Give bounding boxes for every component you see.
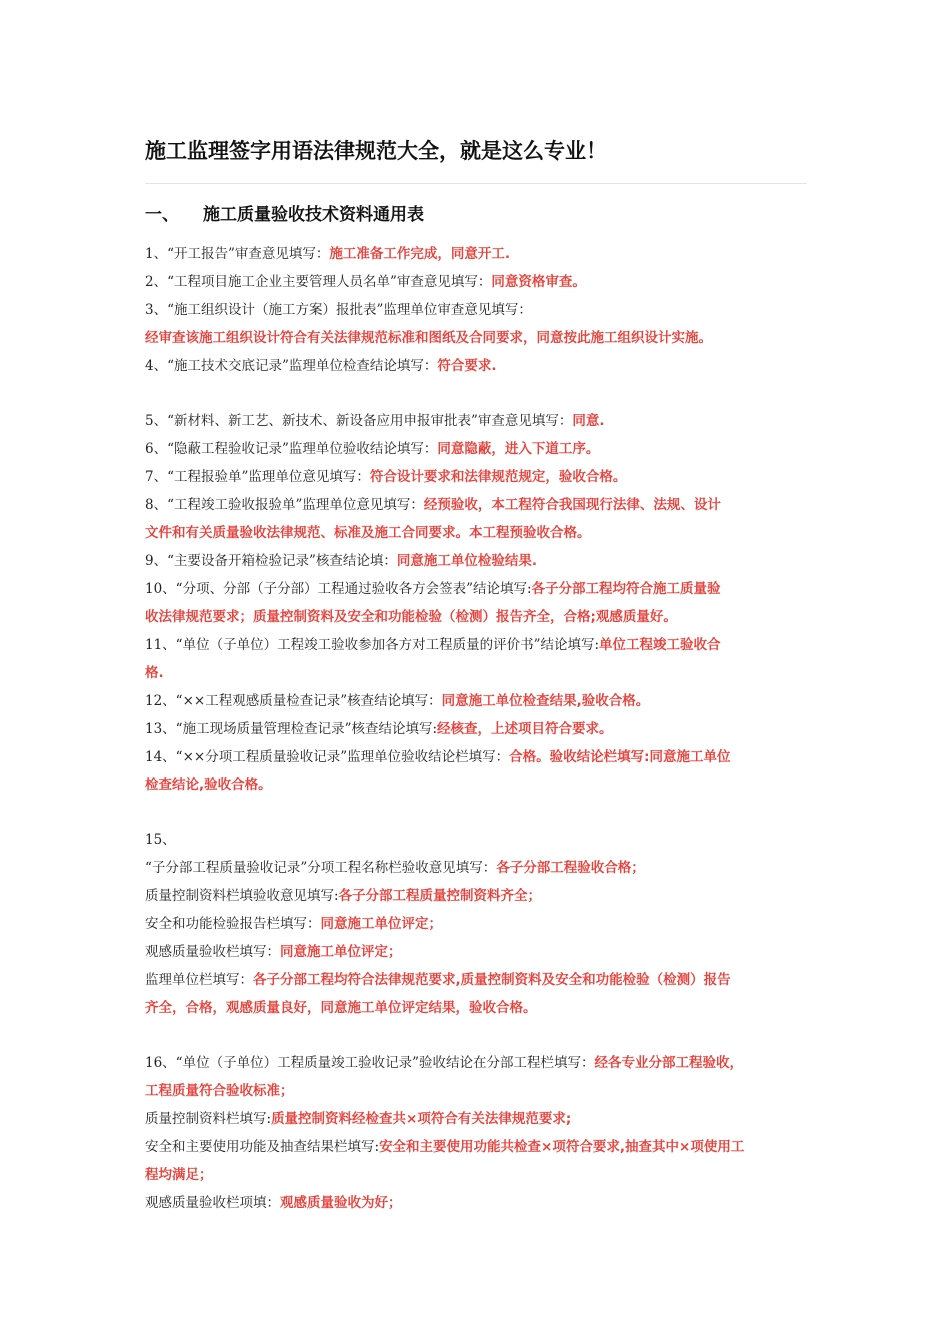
line-answer: 单位工程竣工验收合: [599, 637, 721, 653]
line-prompt: 6、“隐蔽工程验收记录”监理单位验收结论填写：: [145, 441, 438, 457]
text-line: [145, 1133, 810, 1161]
divider: [145, 183, 807, 184]
text-line: [145, 575, 810, 603]
line-prompt: 14、“××分项工程质量验收记录”监理单位验收结论栏填写：: [145, 749, 510, 765]
line-prompt: 9、“主要设备开箱检验记录”核查结论填：: [145, 553, 397, 569]
text-line: [145, 966, 810, 994]
line-answer: 检查结论,验收合格。: [145, 777, 272, 793]
blank-line: [145, 1022, 810, 1049]
page-title: 施工监理签字用语法律规范大全，就是这么专业！: [145, 139, 607, 163]
line-prompt: “子分部工程质量验收记录”分项工程名称栏验收意见填写：: [145, 860, 497, 876]
line-prompt: 13、“施工现场质量管理检查记录”核查结论填写:: [145, 721, 438, 737]
line-answer: 观感质量验收为好；: [280, 1195, 402, 1211]
text-line: [145, 519, 810, 547]
text-line: [145, 1049, 810, 1077]
line-prompt: 观感质量验收栏填写：: [145, 944, 280, 960]
text-line: [145, 882, 810, 910]
text-line: [145, 547, 810, 575]
line-prompt: 12、“××工程观感质量检查记录”核查结论填写：: [145, 693, 442, 709]
blank-line: [145, 799, 810, 826]
line-prompt: 安全和功能检验报告栏填写：: [145, 916, 321, 932]
text-line: [145, 352, 810, 380]
line-prompt: 11、“单位（子单位）工程竣工验收参加各方对工程质量的评价书”结论填写:: [145, 637, 600, 653]
line-answer: 经核查，上述项目符合要求。: [437, 721, 613, 737]
text-line: [145, 240, 810, 268]
text-line: [145, 631, 810, 659]
text-line: [145, 910, 810, 938]
blank-line: [145, 380, 810, 407]
line-prompt: 1、“开工报告”审查意见填写：: [145, 246, 330, 262]
text-line: [145, 715, 810, 743]
text-line: [145, 1161, 810, 1189]
line-prompt: 4、“施工技术交底记录”监理单位检查结论填写：: [145, 358, 438, 374]
text-line: [145, 687, 810, 715]
line-answer: 同意资格审查。: [491, 274, 586, 290]
line-answer: 同意.: [572, 413, 605, 429]
line-answer: 文件和有关质量验收法律规范、标准及施工合同要求。本工程预验收合格。: [145, 525, 591, 541]
line-answer: 经审查该施工组织设计符合有关法律规范标准和图纸及合同要求，同意按此施工组织设计实施。: [145, 330, 712, 346]
text-line: [145, 324, 810, 352]
line-answer: 收法律规范要求；质量控制资料及安全和功能检验（检测）报告齐全，合格;观感质量好。: [145, 609, 677, 625]
line-prompt: 安全和主要使用功能及抽查结果栏填写:: [145, 1139, 380, 1155]
line-prompt: 质量控制资料栏填验收意见填写:: [145, 888, 339, 904]
line-prompt: 5、“新材料、新工艺、新技术、新设备应用申报审批表”审查意见填写：: [145, 413, 573, 429]
text-line: [145, 268, 810, 296]
line-answer: 安全和主要使用功能共检查×项符合要求,抽查其中×项使用工: [379, 1139, 745, 1155]
text-line: [145, 463, 810, 491]
line-prompt: 10、“分项、分部（子分部）工程通过验收各方会签表”结论填写:: [145, 581, 532, 597]
line-answer: 各子分部工程质量控制资料齐全；: [338, 888, 542, 904]
section-number: 一、: [145, 205, 179, 225]
line-prompt: 8、“工程竣工验收报验单”监理单位意见填写：: [145, 497, 424, 513]
line-answer: 各子分部工程均符合施工质量验: [531, 581, 721, 597]
line-answer: 各子分部工程均符合法律规范要求,质量控制资料及安全和功能检验（检测）报告: [253, 972, 731, 988]
line-answer: 质量控制资料经检查共×项符合有关法律规范要求;: [271, 1111, 572, 1127]
section-label: 施工质量验收技术资料通用表: [203, 205, 424, 225]
text-line: [145, 826, 810, 854]
line-prompt: 质量控制资料栏填写:: [145, 1111, 272, 1127]
line-answer: 格.: [145, 665, 164, 681]
text-line: [145, 1077, 810, 1105]
line-prompt: 2、“工程项目施工企业主要管理人员名单”审查意见填写：: [145, 274, 492, 290]
text-line: [145, 1105, 810, 1133]
line-answer: 程均满足；: [145, 1167, 213, 1183]
line-prompt: 15、: [145, 832, 176, 848]
line-prompt: 3、“施工组织设计（施工方案）报批表”监理单位审查意见填写：: [145, 302, 532, 318]
line-answer: 同意施工单位检验结果.: [396, 553, 538, 569]
text-line: [145, 296, 810, 324]
line-answer: 同意施工单位评定；: [320, 916, 442, 932]
line-answer: 符合设计要求和法律规范规定，验收合格。: [369, 469, 627, 485]
line-answer: 同意隐蔽，进入下道工序。: [437, 441, 600, 457]
line-prompt: 观感质量验收栏项填：: [145, 1195, 280, 1211]
text-line: [145, 743, 810, 771]
document-body: [145, 240, 810, 1217]
line-prompt: 16、“单位（子单位）工程质量竣工验收记录”验收结论在分部工程栏填写：: [145, 1055, 595, 1071]
text-line: [145, 854, 810, 882]
text-line: [145, 435, 810, 463]
line-answer: 齐全，合格，观感质量良好，同意施工单位评定结果，验收合格。: [145, 1000, 537, 1016]
text-line: [145, 1189, 810, 1217]
line-answer: 符合要求.: [437, 358, 497, 374]
line-prompt: 7、“工程报验单”监理单位意见填写：: [145, 469, 370, 485]
line-answer: 同意施工单位检查结果,验收合格。: [441, 693, 650, 709]
line-answer: 各子分部工程验收合格；: [496, 860, 645, 876]
line-answer: 施工准备工作完成，同意开工.: [329, 246, 511, 262]
text-line: [145, 994, 810, 1022]
line-answer: 同意施工单位评定；: [280, 944, 402, 960]
text-line: [145, 938, 810, 966]
text-line: [145, 771, 810, 799]
line-prompt: 监理单位栏填写：: [145, 972, 253, 988]
line-answer: 工程质量符合验收标准；: [145, 1083, 294, 1099]
text-line: [145, 491, 810, 519]
section-heading: [145, 200, 424, 225]
text-line: [145, 603, 810, 631]
text-line: [145, 407, 810, 435]
line-answer: 合格。验收结论栏填写:同意施工单位: [509, 749, 731, 765]
text-line: [145, 659, 810, 687]
line-answer: 经各专业分部工程验收，: [594, 1055, 743, 1071]
line-answer: 经预验收，本工程符合我国现行法律、法规、设计: [423, 497, 721, 513]
